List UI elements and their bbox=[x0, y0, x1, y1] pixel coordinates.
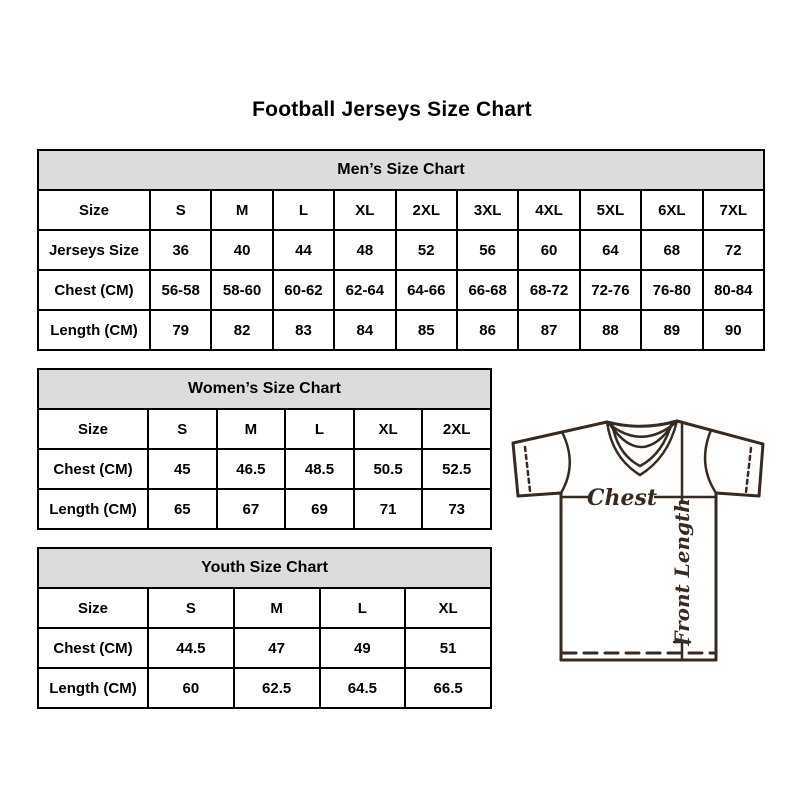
size-value-cell: 3XL bbox=[457, 190, 518, 230]
size-value-cell: 66-68 bbox=[457, 270, 518, 310]
size-value-cell: 56-58 bbox=[150, 270, 211, 310]
row-label-cell: Chest (CM) bbox=[38, 628, 148, 668]
size-value-cell: S bbox=[148, 588, 234, 628]
row-label-cell: Size bbox=[38, 409, 148, 449]
size-value-cell: 47 bbox=[234, 628, 320, 668]
size-value-cell: 71 bbox=[354, 489, 423, 529]
size-value-cell: 7XL bbox=[703, 190, 764, 230]
size-value-cell: 72 bbox=[703, 230, 764, 270]
size-value-cell: L bbox=[273, 190, 334, 230]
size-value-cell: 65 bbox=[148, 489, 217, 529]
table-row bbox=[38, 270, 764, 310]
youth-size-table bbox=[37, 547, 492, 709]
row-label-cell: Length (CM) bbox=[38, 668, 148, 708]
jersey-outline bbox=[513, 421, 763, 660]
size-value-cell: 67 bbox=[217, 489, 286, 529]
size-value-cell: 69 bbox=[285, 489, 354, 529]
row-label-cell: Size bbox=[38, 190, 150, 230]
size-value-cell: 48 bbox=[334, 230, 395, 270]
size-value-cell: 58-60 bbox=[211, 270, 272, 310]
size-value-cell: 50.5 bbox=[354, 449, 423, 489]
size-value-cell: 79 bbox=[150, 310, 211, 350]
table-row bbox=[38, 310, 764, 350]
size-value-cell: 68-72 bbox=[518, 270, 579, 310]
table-row bbox=[38, 449, 491, 489]
size-value-cell: L bbox=[320, 588, 406, 628]
size-value-cell: 56 bbox=[457, 230, 518, 270]
size-value-cell: 52 bbox=[396, 230, 457, 270]
size-value-cell: M bbox=[217, 409, 286, 449]
table-header-row bbox=[38, 150, 764, 190]
size-value-cell: 87 bbox=[518, 310, 579, 350]
front-length-measure-label: Front Length bbox=[670, 498, 694, 646]
size-value-cell: 52.5 bbox=[422, 449, 491, 489]
womens-table-title: Women’s Size Chart bbox=[38, 369, 491, 409]
size-value-cell: 88 bbox=[580, 310, 641, 350]
size-value-cell: 62.5 bbox=[234, 668, 320, 708]
row-label-cell: Length (CM) bbox=[38, 489, 148, 529]
size-value-cell: 2XL bbox=[396, 190, 457, 230]
size-value-cell: M bbox=[234, 588, 320, 628]
size-value-cell: 4XL bbox=[518, 190, 579, 230]
size-value-cell: 6XL bbox=[641, 190, 702, 230]
row-label-cell: Jerseys Size bbox=[38, 230, 150, 270]
size-value-cell: 51 bbox=[405, 628, 491, 668]
table-header-row bbox=[38, 548, 491, 588]
youth-table-title: Youth Size Chart bbox=[38, 548, 491, 588]
size-value-cell: 72-76 bbox=[580, 270, 641, 310]
table-row bbox=[38, 628, 491, 668]
size-value-cell: XL bbox=[354, 409, 423, 449]
size-value-cell: 45 bbox=[148, 449, 217, 489]
size-value-cell: 64 bbox=[580, 230, 641, 270]
size-value-cell: 82 bbox=[211, 310, 272, 350]
table-header-row bbox=[38, 369, 491, 409]
size-value-cell: 60-62 bbox=[273, 270, 334, 310]
mens-size-table bbox=[37, 149, 765, 351]
womens-size-table bbox=[37, 368, 492, 530]
table-row bbox=[38, 489, 491, 529]
jersey-measurement-diagram bbox=[505, 410, 775, 670]
table-row bbox=[38, 230, 764, 270]
size-value-cell: XL bbox=[334, 190, 395, 230]
row-label-cell: Length (CM) bbox=[38, 310, 150, 350]
size-value-cell: 83 bbox=[273, 310, 334, 350]
size-value-cell: S bbox=[148, 409, 217, 449]
size-value-cell: 40 bbox=[211, 230, 272, 270]
size-value-cell: 60 bbox=[518, 230, 579, 270]
size-value-cell: 5XL bbox=[580, 190, 641, 230]
size-value-cell: L bbox=[285, 409, 354, 449]
size-value-cell: 44.5 bbox=[148, 628, 234, 668]
size-value-cell: 76-80 bbox=[641, 270, 702, 310]
size-value-cell: 84 bbox=[334, 310, 395, 350]
row-label-cell: Size bbox=[38, 588, 148, 628]
size-value-cell: 36 bbox=[150, 230, 211, 270]
size-value-cell: 90 bbox=[703, 310, 764, 350]
size-value-cell: 66.5 bbox=[405, 668, 491, 708]
size-value-cell: 85 bbox=[396, 310, 457, 350]
size-value-cell: M bbox=[211, 190, 272, 230]
chest-measure-label: Chest bbox=[586, 485, 658, 511]
size-value-cell: 64.5 bbox=[320, 668, 406, 708]
size-value-cell: 46.5 bbox=[217, 449, 286, 489]
size-value-cell: 62-64 bbox=[334, 270, 395, 310]
mens-table-title: Men’s Size Chart bbox=[38, 150, 764, 190]
size-value-cell: S bbox=[150, 190, 211, 230]
table-row bbox=[38, 588, 491, 628]
size-value-cell: 44 bbox=[273, 230, 334, 270]
size-value-cell: 68 bbox=[641, 230, 702, 270]
size-value-cell: 80-84 bbox=[703, 270, 764, 310]
table-row bbox=[38, 409, 491, 449]
size-value-cell: 48.5 bbox=[285, 449, 354, 489]
size-value-cell: 2XL bbox=[422, 409, 491, 449]
size-value-cell: 49 bbox=[320, 628, 406, 668]
size-value-cell: 89 bbox=[641, 310, 702, 350]
page-title: Football Jerseys Size Chart bbox=[252, 98, 532, 121]
table-row bbox=[38, 668, 491, 708]
row-label-cell: Chest (CM) bbox=[38, 449, 148, 489]
size-value-cell: 64-66 bbox=[396, 270, 457, 310]
size-value-cell: 73 bbox=[422, 489, 491, 529]
size-value-cell: 60 bbox=[148, 668, 234, 708]
size-value-cell: 86 bbox=[457, 310, 518, 350]
row-label-cell: Chest (CM) bbox=[38, 270, 150, 310]
size-value-cell: XL bbox=[405, 588, 491, 628]
table-row bbox=[38, 190, 764, 230]
